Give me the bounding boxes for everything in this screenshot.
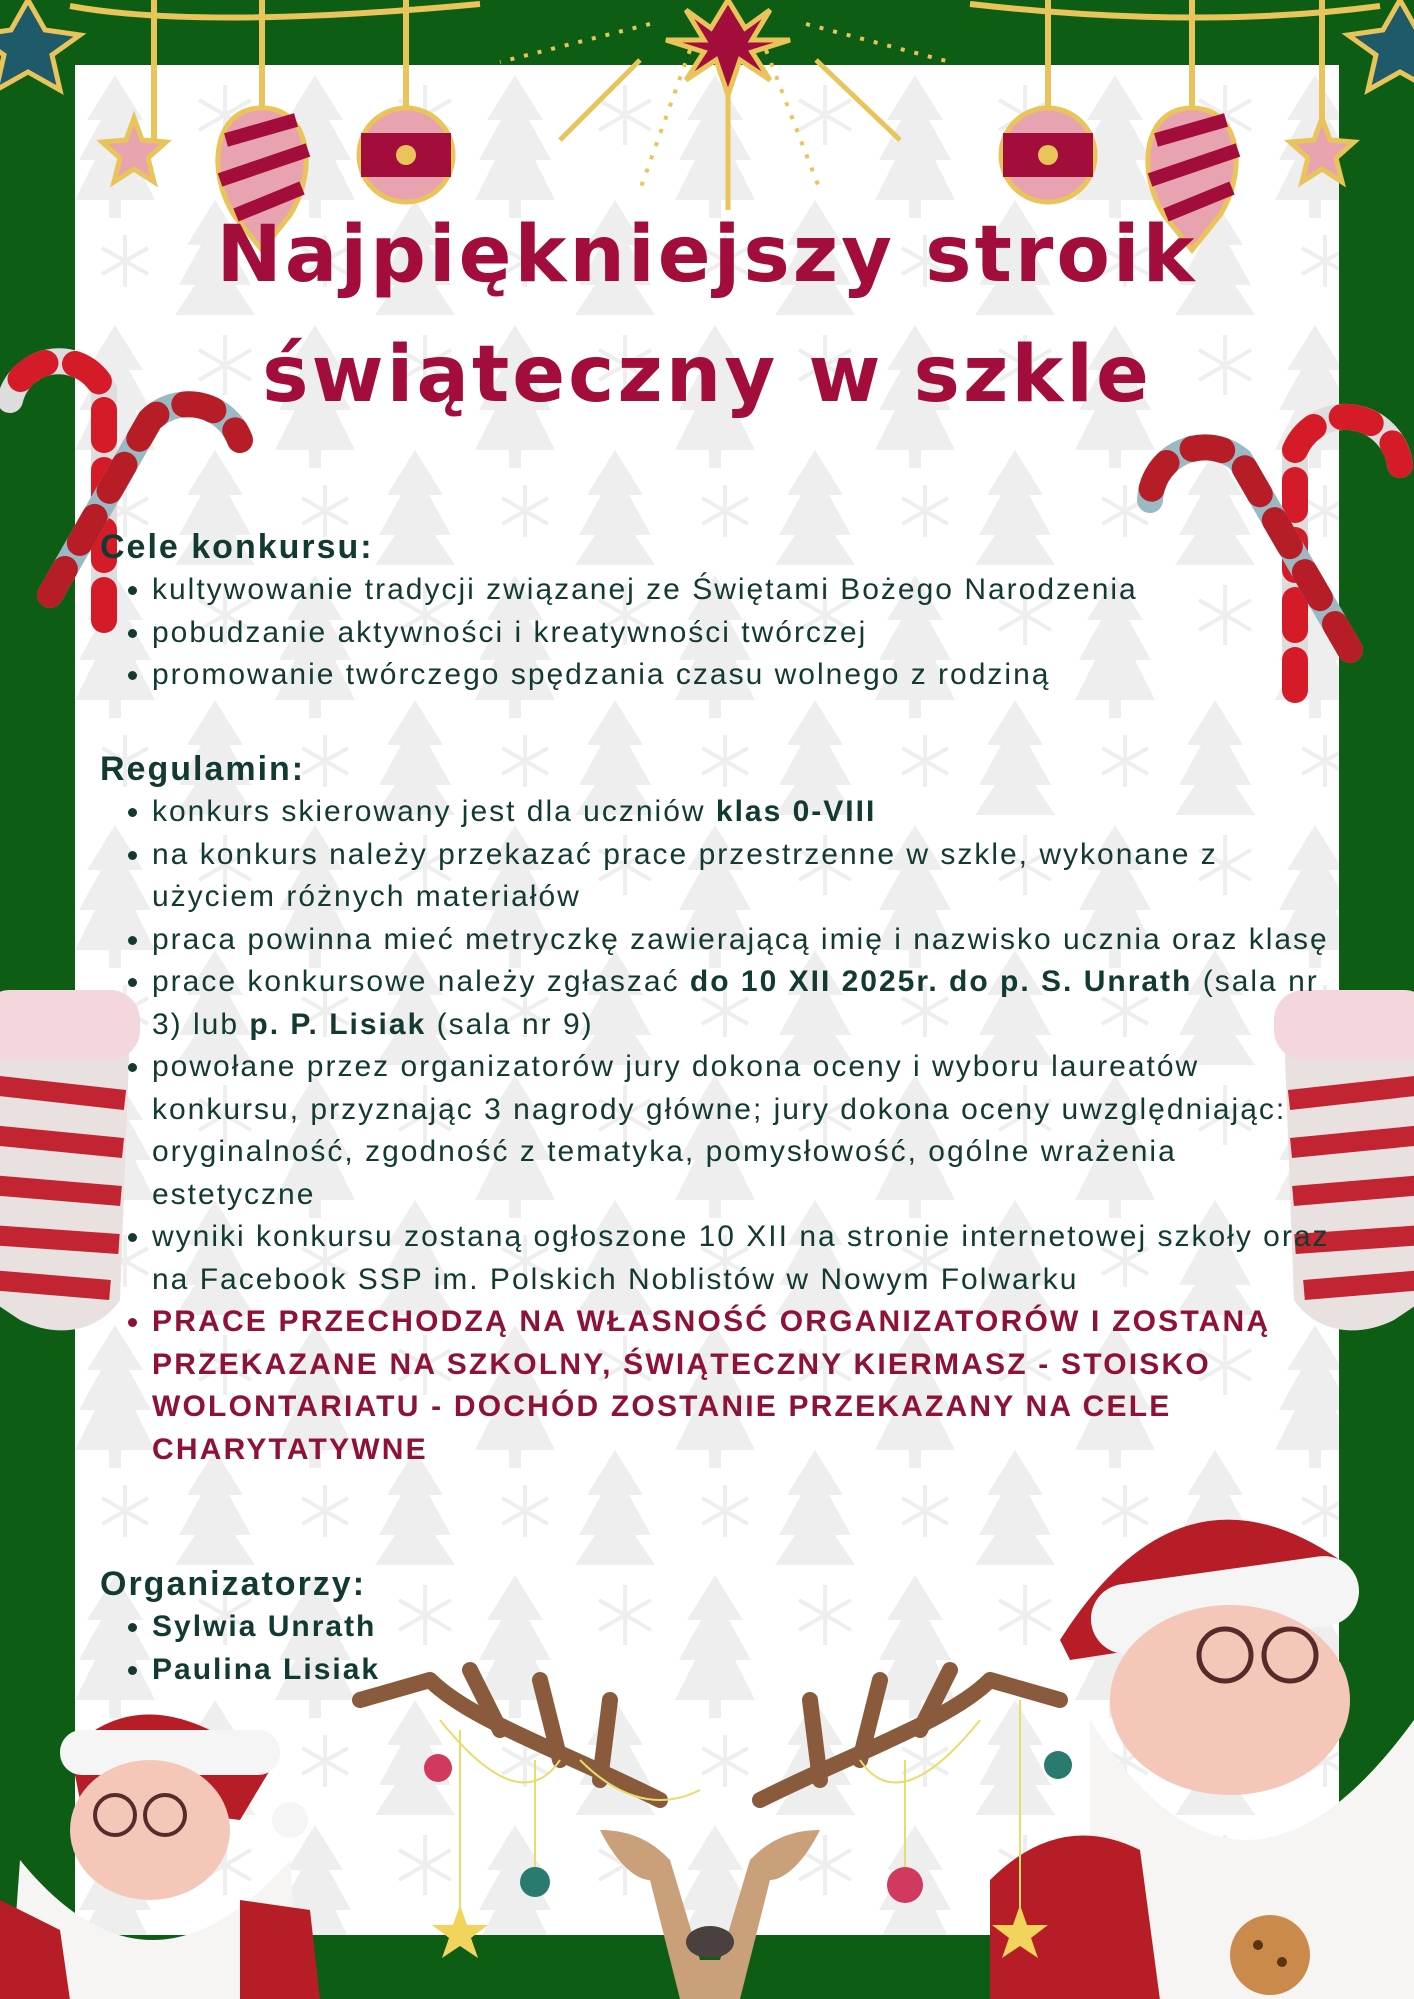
rule-text: prace konkursowe należy zgłaszać bbox=[152, 965, 690, 998]
list-item: • na konkurs należy przekazać prace przestrzenne w szkle, wykonane z użyciem różnych materiałów bbox=[152, 834, 1330, 919]
list-item: • Sylwia Unrath bbox=[152, 1606, 1330, 1649]
rule-text: (sala nr 3) lub bbox=[152, 965, 1319, 1041]
list-item: • praca powinna mieć metryczkę zawierającą imię i nazwisko ucznia oraz klasę bbox=[152, 919, 1330, 962]
rules-heading: Regulamin: bbox=[100, 750, 306, 788]
organizers-list bbox=[100, 1606, 1330, 1691]
title-line-2: świąteczny w szkle bbox=[262, 330, 1152, 420]
list-item: • Paulina Lisiak bbox=[152, 1649, 1330, 1692]
list-item: • pobudzanie aktywności i kreatywności twórczej bbox=[152, 612, 1330, 655]
rules-section bbox=[100, 750, 1330, 1471]
organizers-section bbox=[100, 1565, 1330, 1691]
list-item bbox=[152, 961, 1330, 1046]
list-item: • powołane przez organizatorów jury dokona oceny i wyboru laureatów konkursu, przyznając 3 nagrody główne; jury dokona oceny uwzględniając: oryginalność, zgodność z tematyka, pomysłowość, ogólne wrażenia estetyczne bbox=[152, 1046, 1330, 1216]
teacher-name: p. P. Lisiak bbox=[249, 1007, 427, 1041]
rule-text: (sala nr 9) bbox=[426, 1007, 594, 1041]
list-item: • kultywowanie tradycji związanej ze Świętami Bożego Narodzenia bbox=[152, 569, 1330, 612]
list-item bbox=[152, 791, 1330, 834]
list-item: • wyniki konkursu zostaną ogłoszone 10 XII na stronie internetowej szkoły oraz na Facebook SSP im. Polskich Noblistów w Nowym Folwarku bbox=[152, 1216, 1330, 1301]
charity-notice: • PRACE PRZECHODZĄ NA WŁASNOŚĆ ORGANIZATORÓW I ZOSTANĄ PRZEKAZANE NA SZKOLNY, ŚWIĄTECZNY KIERMASZ - STOISKO WOLONTARIATU - DOCHÓD ZOSTANIE PRZEKAZANY NA CELE CHARYTATYWNE bbox=[152, 1301, 1330, 1471]
goals-section bbox=[100, 528, 1330, 697]
goals-heading: Cele konkursu: bbox=[100, 528, 374, 566]
list-item: • promowanie twórczego spędzania czasu wolnego z rodziną bbox=[152, 654, 1330, 697]
goals-list bbox=[100, 569, 1330, 697]
rule-text: konkurs skierowany jest dla uczniów bbox=[152, 795, 716, 828]
rules-list bbox=[100, 791, 1330, 1471]
deadline: do 10 XII 2025r. do p. S. Unrath bbox=[689, 965, 1193, 998]
rule-emphasis: klas 0-VIII bbox=[715, 795, 877, 828]
organizers-heading: Organizatorzy: bbox=[100, 1565, 367, 1603]
title-line-1: Najpiękniejszy stroik bbox=[216, 210, 1198, 300]
